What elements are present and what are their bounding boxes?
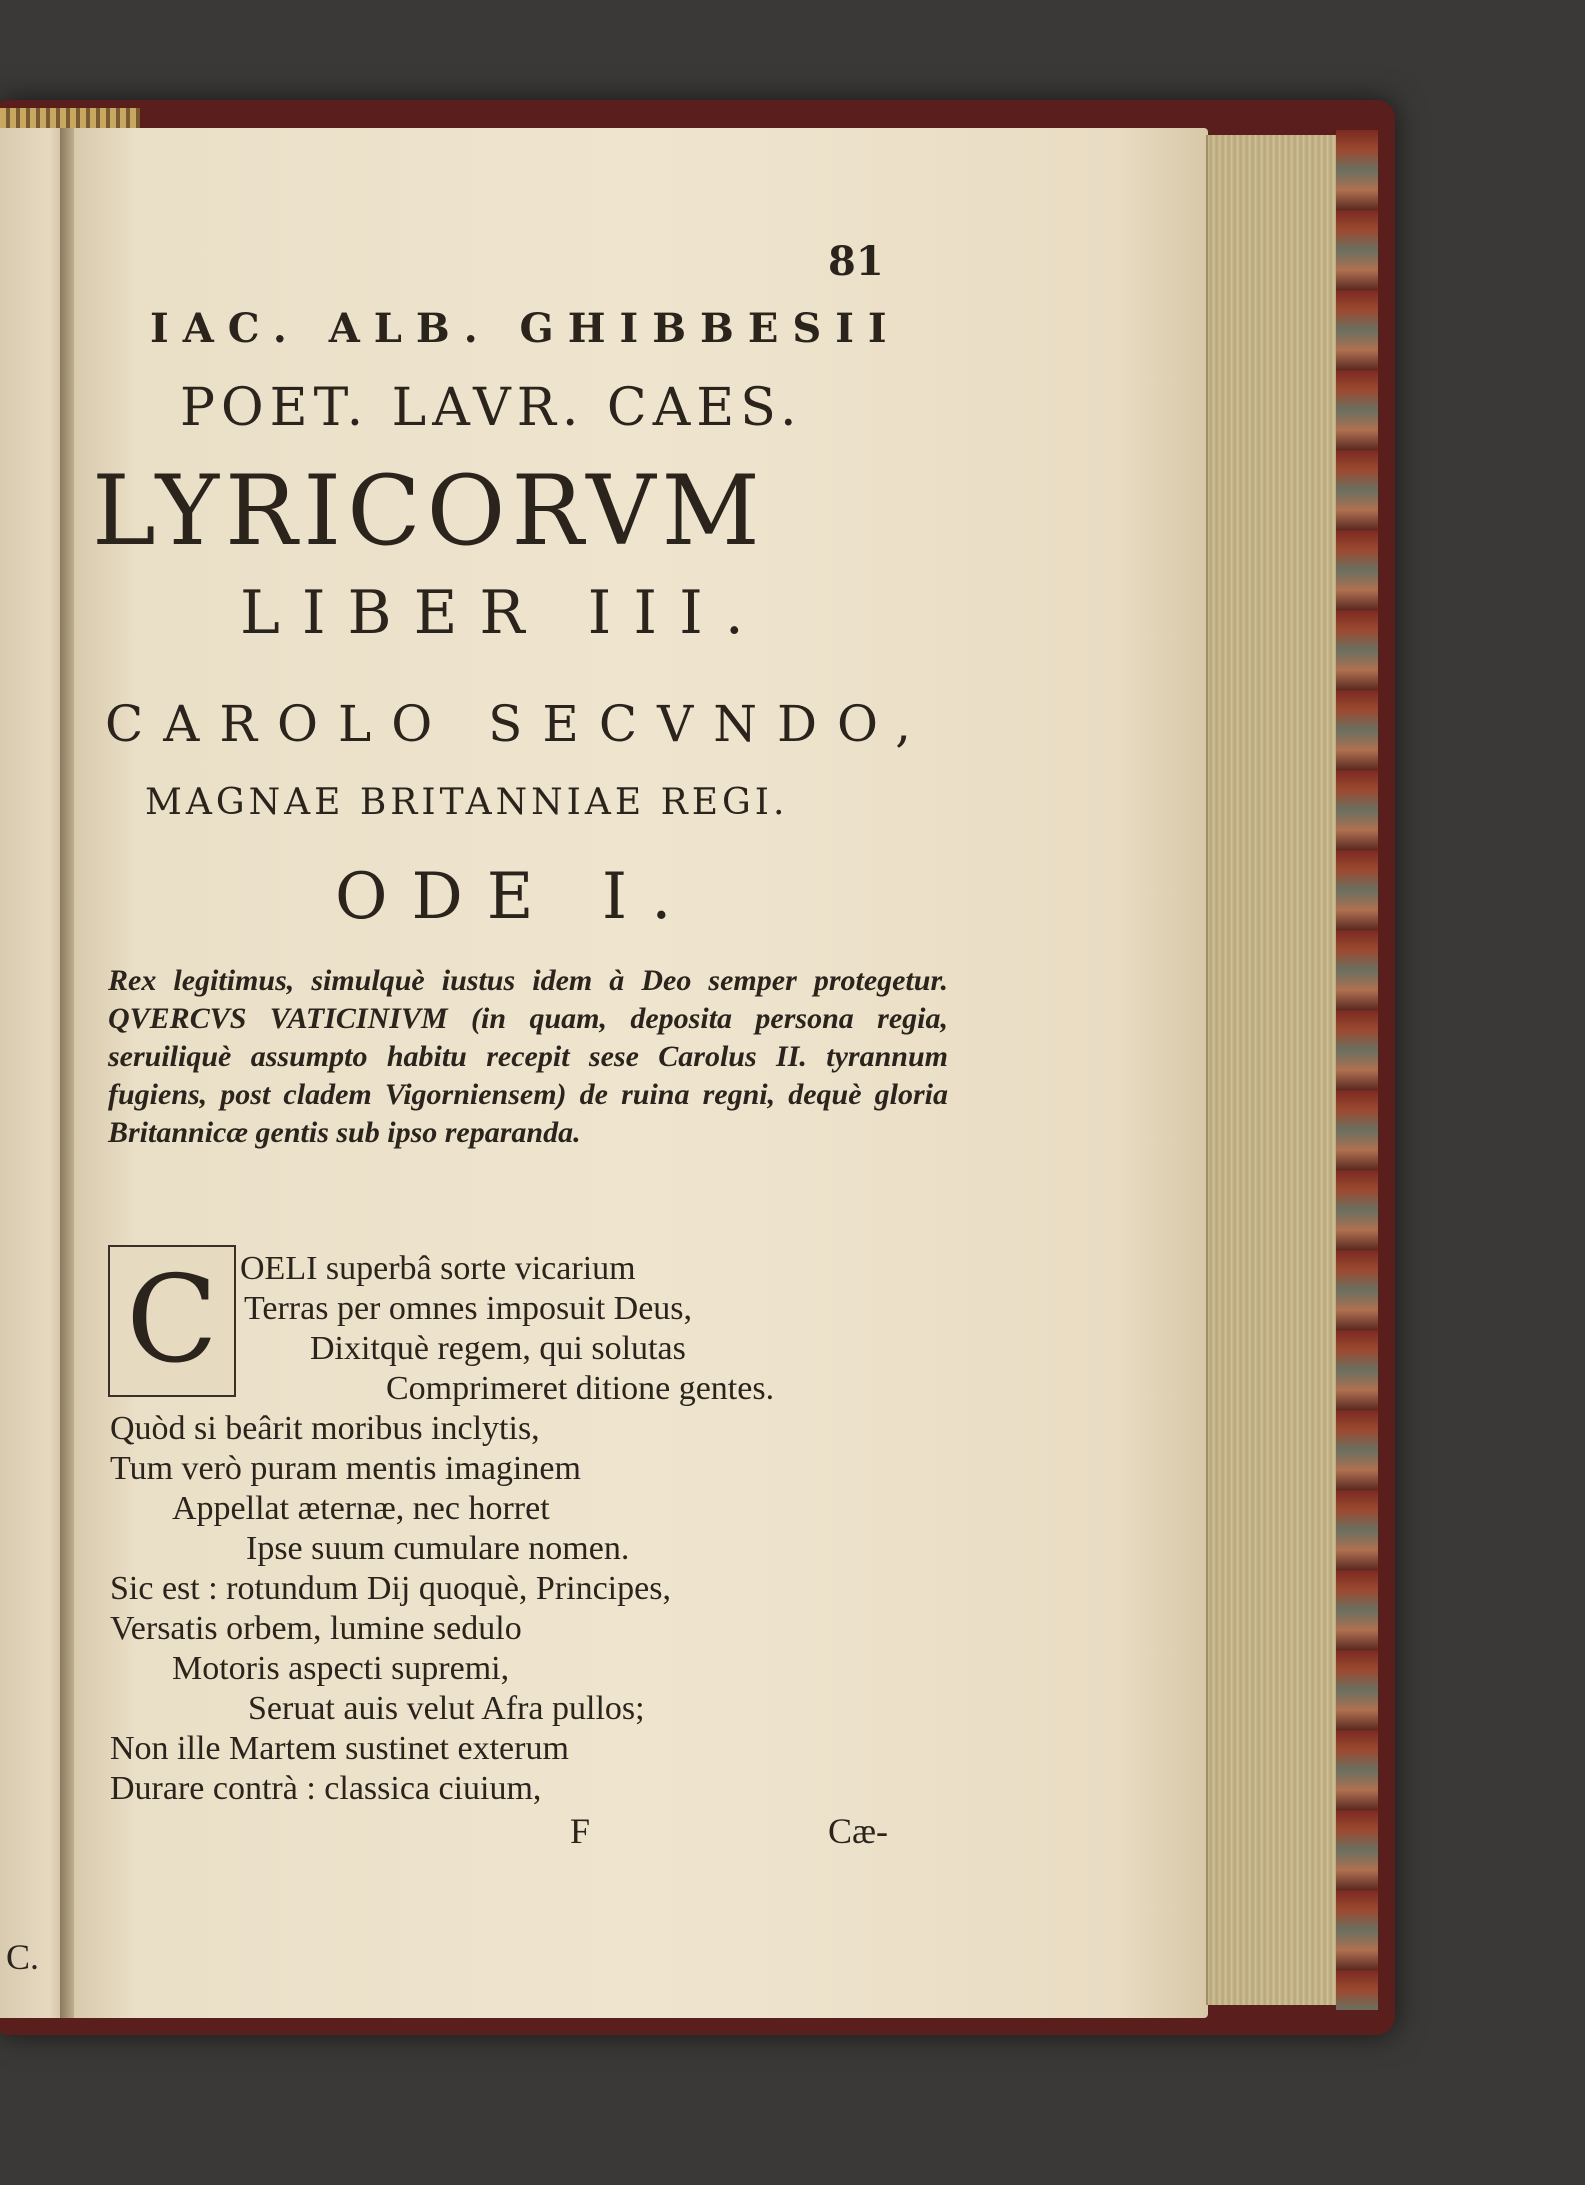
verse-line: Versatis orbem, lumine sedulo (110, 1610, 522, 1647)
author-line: IAC. ALB. GHIBBESII (150, 305, 901, 352)
decorated-initial-letter: C (126, 1251, 218, 1390)
dedicatee-line-1: CAROLO SECVNDO, (105, 695, 932, 753)
dedicatee-line-2: MAGNAE BRITANNIAE REGI. (145, 782, 789, 823)
verse-line: OELI superbâ sorte vicarium (240, 1250, 636, 1287)
verse-line: Durare contrà : classica ciuium, (110, 1770, 542, 1807)
verse-line: Dixitquè regem, qui solutas (310, 1330, 686, 1367)
page-fore-edge (1206, 135, 1338, 2005)
gutter (60, 128, 74, 2018)
ode-argument: Rex legitimus, simulquè iustus idem à Deo semper protegetur. QVERCVS VATICINIVM (in quam, deposita persona regia, seruiliquè assumpto habitu recepit sese Carolus II. tyrannum fugiens, post cladem Vigorniensem) de ruina regni, dequè gloria Britannicæ gentis sub ipso reparanda. (108, 964, 948, 1149)
verse-line: Comprimeret ditione gentes. (386, 1370, 775, 1407)
verse-line: Motoris aspecti supremi, (172, 1650, 510, 1687)
verse-line: Tum verò puram mentis imaginem (110, 1450, 581, 1487)
book-title: LYRICORVM (92, 455, 766, 567)
poet-title: POET. LAVR. CAES. (180, 378, 803, 438)
book-number: LIBER III. (240, 578, 766, 648)
verse-line: Non ille Martem sustinet exterum (110, 1730, 569, 1767)
verse-line: Appellat æternæ, nec horret (172, 1490, 550, 1527)
verse-line: Seruat auis velut Afra pullos; (248, 1690, 645, 1727)
verse-line: Terras per omnes imposuit Deus, (244, 1290, 693, 1327)
marbled-edge (1336, 130, 1378, 2010)
signature-mark: F (570, 1811, 591, 1851)
headband (0, 108, 140, 130)
page-number: 81 (828, 238, 884, 285)
verse-line: Quòd si beârit moribus inclytis, (110, 1410, 540, 1447)
decorated-initial (108, 1245, 236, 1397)
verse-line: Ipse suum cumulare nomen. (246, 1530, 630, 1567)
ode-heading: ODE I. (335, 860, 696, 934)
previous-page-catchword: C. (6, 1937, 40, 1977)
verse-line: Sic est : rotundum Dij quoquè, Principes, (110, 1570, 671, 1607)
catchword: Cæ- (828, 1811, 889, 1851)
